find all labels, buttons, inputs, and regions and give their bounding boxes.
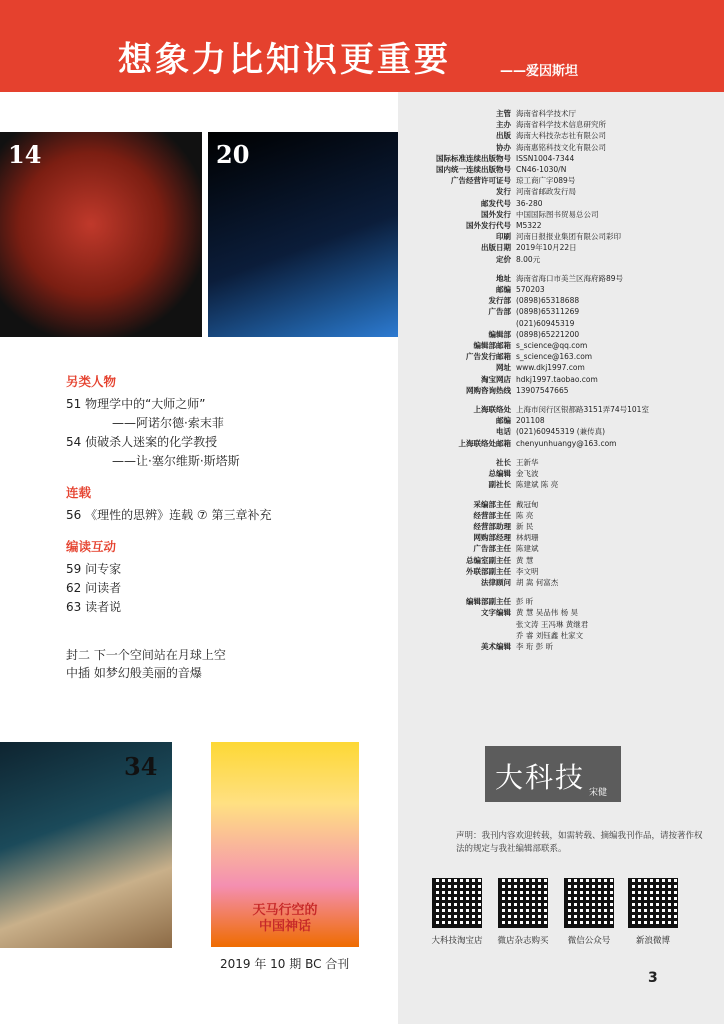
credit-row bbox=[406, 479, 716, 490]
credit-label: 副社长 bbox=[488, 480, 511, 490]
banner-slogan: 想象力比知识更重要 bbox=[118, 40, 451, 80]
credit-label bbox=[406, 619, 516, 630]
credit-label: 美术编辑 bbox=[481, 641, 511, 651]
page-number: 3 bbox=[648, 970, 658, 986]
page-ref-20: 20 bbox=[216, 140, 250, 169]
credit-value: 黄 慧 吴品伟 杨 昊 bbox=[516, 608, 579, 618]
credit-row bbox=[406, 630, 716, 641]
logo-text: 大科技 bbox=[495, 761, 586, 794]
credit-label: 上海联络处 bbox=[473, 405, 511, 415]
credit-row bbox=[406, 362, 716, 373]
credit-label: 广告经营许可证号 bbox=[451, 176, 511, 186]
credit-row bbox=[406, 231, 716, 242]
credit-value: 河南日报报业集团有限公司彩印 bbox=[516, 232, 621, 242]
toc-item[interactable]: 51 物理学中的“大师之师” bbox=[66, 397, 206, 411]
copyright-notice: 声明：我刊内容欢迎转载，如需转载、摘编我刊作品，请按著作权法的规定与我社编辑部联系。 bbox=[456, 831, 703, 854]
credit-value: 陈建斌 陈 亮 bbox=[516, 480, 559, 490]
toc-section-title: 另类人物 bbox=[66, 374, 117, 389]
qr-label: 大科技淘宝店 bbox=[431, 936, 483, 946]
credits-gap bbox=[406, 588, 716, 596]
toc-extras bbox=[66, 646, 226, 682]
credit-row bbox=[406, 306, 716, 317]
credit-row bbox=[406, 426, 716, 437]
header-banner bbox=[0, 0, 724, 92]
magazine-cover-image[interactable] bbox=[211, 742, 359, 947]
credit-value: 570203 bbox=[516, 285, 545, 295]
credit-label: 广告部主任 bbox=[473, 544, 511, 554]
credit-row bbox=[406, 555, 716, 566]
credit-label: 上海联络处邮箱 bbox=[458, 438, 511, 448]
credit-label: 电话 bbox=[496, 427, 511, 437]
credit-label: 编辑部 bbox=[488, 329, 511, 339]
credit-value: 张文涛 王冯琳 黄继君 bbox=[516, 619, 589, 629]
credit-label: 采编部主任 bbox=[473, 499, 511, 509]
page-ref-14: 14 bbox=[8, 140, 42, 169]
credit-row bbox=[406, 220, 716, 231]
credit-value: (0898)65221200 bbox=[516, 329, 580, 339]
credit-row bbox=[406, 607, 716, 618]
credit-row bbox=[406, 543, 716, 554]
toc-section-title: 编读互动 bbox=[66, 539, 117, 554]
table-of-contents bbox=[66, 372, 386, 617]
toc-extra-item[interactable]: 封二 下一个空间站在月球上空 bbox=[66, 648, 226, 662]
credit-value: 河南省邮政发行局 bbox=[516, 187, 576, 197]
credit-row bbox=[406, 566, 716, 577]
credit-value: M5322 bbox=[516, 221, 542, 231]
credit-value: 戴冠甸 bbox=[516, 499, 539, 509]
credit-label: 主办 bbox=[496, 120, 511, 130]
credit-label: 广告发行邮箱 bbox=[466, 352, 511, 362]
credit-label: 经营部助理 bbox=[473, 521, 511, 531]
credit-label: 广告部 bbox=[488, 307, 511, 317]
credit-row bbox=[406, 532, 716, 543]
credit-label: 编辑部邮箱 bbox=[473, 341, 511, 351]
credit-row bbox=[406, 329, 716, 340]
credit-row bbox=[406, 340, 716, 351]
credit-label: 社长 bbox=[496, 457, 511, 467]
qr-code-icon[interactable] bbox=[564, 878, 614, 928]
credit-row bbox=[406, 108, 716, 119]
qr-code-icon[interactable] bbox=[432, 878, 482, 928]
credits-gap bbox=[406, 265, 716, 273]
credit-row bbox=[406, 164, 716, 175]
banner-attribution: ——爱因斯坦 bbox=[500, 64, 579, 79]
toc-item[interactable]: 56 《理性的思辨》连载 ⑦ 第三章补充 bbox=[66, 508, 272, 522]
credit-label: 国外发行 bbox=[481, 209, 511, 219]
credit-row bbox=[406, 130, 716, 141]
credit-row bbox=[406, 295, 716, 306]
credit-value: s_science@qq.com bbox=[516, 341, 588, 351]
credit-label bbox=[406, 318, 516, 329]
credit-label: 经营部主任 bbox=[473, 510, 511, 520]
credit-row bbox=[406, 457, 716, 468]
article-image-34[interactable] bbox=[0, 742, 172, 948]
article-image-14[interactable] bbox=[0, 132, 202, 337]
credit-label: 网购部经理 bbox=[473, 533, 511, 543]
credit-value: www.dkj1997.com bbox=[516, 363, 585, 373]
credit-row bbox=[406, 175, 716, 186]
credit-row bbox=[406, 510, 716, 521]
credit-value: chenyunhuangy@163.com bbox=[516, 438, 617, 448]
issue-caption: 2019 年 10 期 BC 合刊 bbox=[220, 957, 350, 971]
credit-row bbox=[406, 374, 716, 385]
credit-label: 邮编 bbox=[496, 416, 511, 426]
logo-signature: 宋健 bbox=[588, 788, 607, 798]
credit-label: 总编室副主任 bbox=[466, 555, 511, 565]
credit-row bbox=[406, 242, 716, 253]
credit-value: 36-280 bbox=[516, 198, 543, 208]
credit-value: 201108 bbox=[516, 416, 545, 426]
credit-value: 陈建斌 bbox=[516, 544, 539, 554]
credit-value: 13907547665 bbox=[516, 385, 569, 395]
credit-value: ISSN1004-7344 bbox=[516, 153, 575, 163]
credit-value: 海南大科技杂志社有限公司 bbox=[516, 131, 606, 141]
credit-value: (021)60945319 bbox=[516, 318, 575, 328]
credit-label: 协办 bbox=[496, 142, 511, 152]
credit-label: 文字编辑 bbox=[481, 608, 511, 618]
credit-label: 国内统一连续出版物号 bbox=[436, 165, 511, 175]
credit-row bbox=[406, 318, 716, 329]
credit-value: 王新华 bbox=[516, 457, 539, 467]
credits-gap bbox=[406, 396, 716, 404]
credit-row bbox=[406, 468, 716, 479]
credit-row bbox=[406, 273, 716, 284]
credit-value: 上海市闵行区银都路3151弄74号101室 bbox=[516, 405, 649, 415]
qr-code-icon[interactable] bbox=[498, 878, 548, 928]
credit-value: 海南省海口市美兰区海府路89号 bbox=[516, 273, 624, 283]
cover-title-line: 天马行空的 bbox=[252, 903, 318, 918]
credit-row bbox=[406, 254, 716, 265]
credit-row bbox=[406, 521, 716, 532]
credits-gap bbox=[406, 449, 716, 457]
credit-value: 金飞波 bbox=[516, 469, 539, 479]
credit-value: 2019年10月22日 bbox=[516, 243, 577, 253]
credit-label: 印刷 bbox=[496, 232, 511, 242]
credit-label: 编辑部副主任 bbox=[466, 597, 511, 607]
credit-row bbox=[406, 438, 716, 449]
credit-value: 中国国际图书贸易总公司 bbox=[516, 209, 599, 219]
credits-gap bbox=[406, 491, 716, 499]
credit-label: 总编辑 bbox=[488, 469, 511, 479]
toc-item[interactable]: 62 问读者 bbox=[66, 581, 122, 595]
credit-row bbox=[406, 209, 716, 220]
credit-row bbox=[406, 198, 716, 209]
credit-label: 网购咨询热线 bbox=[466, 385, 511, 395]
toc-extra-item[interactable]: 中插 如梦幻般美丽的音爆 bbox=[66, 666, 202, 680]
credit-value: 胡 嵩 何富杰 bbox=[516, 577, 559, 587]
toc-item[interactable]: 54 侦破杀人迷案的化学教授 bbox=[66, 435, 218, 449]
cover-title-line: 中国神话 bbox=[258, 919, 311, 934]
credit-value: 8.00元 bbox=[516, 254, 541, 264]
credit-value: s_science@163.com bbox=[516, 352, 593, 362]
credit-label: 定价 bbox=[496, 254, 511, 264]
credit-label bbox=[406, 630, 516, 641]
toc-item-author: ——阿诺尔德·索末菲 bbox=[112, 416, 224, 430]
credit-row bbox=[406, 641, 716, 652]
qr-code-icon[interactable] bbox=[628, 878, 678, 928]
credit-row bbox=[406, 404, 716, 415]
credit-label: 邮编 bbox=[496, 285, 511, 295]
credit-label: 国际标准连续出版物号 bbox=[436, 153, 511, 163]
toc-item[interactable]: 63 读者说 bbox=[66, 600, 122, 614]
credit-row bbox=[406, 385, 716, 396]
credit-label: 邮发代号 bbox=[481, 198, 511, 208]
credit-row bbox=[406, 142, 716, 153]
credit-label: 地址 bbox=[496, 273, 511, 283]
qr-label: 微信公众号 bbox=[567, 936, 611, 946]
credit-row bbox=[406, 499, 716, 510]
credit-label: 淘宝网店 bbox=[481, 374, 511, 384]
credit-value: 新 民 bbox=[516, 521, 534, 531]
credit-label: 出版日期 bbox=[481, 243, 511, 253]
credit-value: (0898)65318688 bbox=[516, 296, 580, 306]
credit-row bbox=[406, 577, 716, 588]
credit-value: 海南省科学技术厅 bbox=[516, 109, 576, 118]
credit-label: 主管 bbox=[496, 109, 511, 118]
credit-value: (021)60945319 (兼传真) bbox=[516, 427, 606, 437]
credit-value: 海南省科学技术信息研究所 bbox=[516, 120, 606, 130]
qr-label: 微店杂志购买 bbox=[497, 936, 549, 946]
toc-item[interactable]: 59 问专家 bbox=[66, 562, 122, 576]
credit-label: 外联部副主任 bbox=[466, 566, 511, 576]
article-image-20[interactable] bbox=[208, 132, 398, 337]
toc-item-author: ——让·塞尔维斯·斯塔斯 bbox=[112, 454, 240, 468]
credit-value: 乔 睿 刘钰鑫 杜家文 bbox=[516, 630, 584, 640]
credit-label: 出版 bbox=[496, 131, 511, 141]
credit-value: 黄 慧 bbox=[516, 555, 534, 565]
credit-value: 彭 昕 bbox=[516, 597, 534, 607]
credit-value: 陈 亮 bbox=[516, 510, 534, 520]
credit-row bbox=[406, 153, 716, 164]
credit-value: 李 珩 彭 昕 bbox=[516, 641, 554, 651]
cover-title bbox=[211, 903, 359, 935]
credit-label: 发行部 bbox=[488, 296, 511, 306]
page-ref-34: 34 bbox=[124, 752, 158, 781]
credit-value: 李文明 bbox=[516, 566, 539, 576]
credit-row bbox=[406, 284, 716, 295]
credit-row bbox=[406, 186, 716, 197]
credit-row bbox=[406, 119, 716, 130]
credit-value: CN46-1030/N bbox=[516, 165, 567, 175]
credit-value: (0898)65311269 bbox=[516, 307, 580, 317]
credit-label: 国外发行代号 bbox=[466, 221, 511, 231]
credits-list bbox=[406, 108, 716, 652]
publication-logo bbox=[485, 746, 621, 802]
qr-label: 新浪微博 bbox=[635, 936, 670, 946]
credit-row bbox=[406, 351, 716, 362]
credit-label: 发行 bbox=[496, 187, 511, 197]
credit-value: hdkj1997.taobao.com bbox=[516, 374, 598, 384]
credit-value: 琼工商广字089号 bbox=[516, 176, 576, 186]
credit-label: 法律顾问 bbox=[481, 577, 511, 587]
credit-row bbox=[406, 415, 716, 426]
credit-row bbox=[406, 619, 716, 630]
credit-row bbox=[406, 596, 716, 607]
credit-label: 网址 bbox=[496, 363, 511, 373]
toc-section-title: 连载 bbox=[66, 485, 92, 500]
credit-value: 海南惠铭科技文化有限公司 bbox=[516, 142, 606, 152]
credit-value: 林炳珊 bbox=[516, 533, 539, 543]
